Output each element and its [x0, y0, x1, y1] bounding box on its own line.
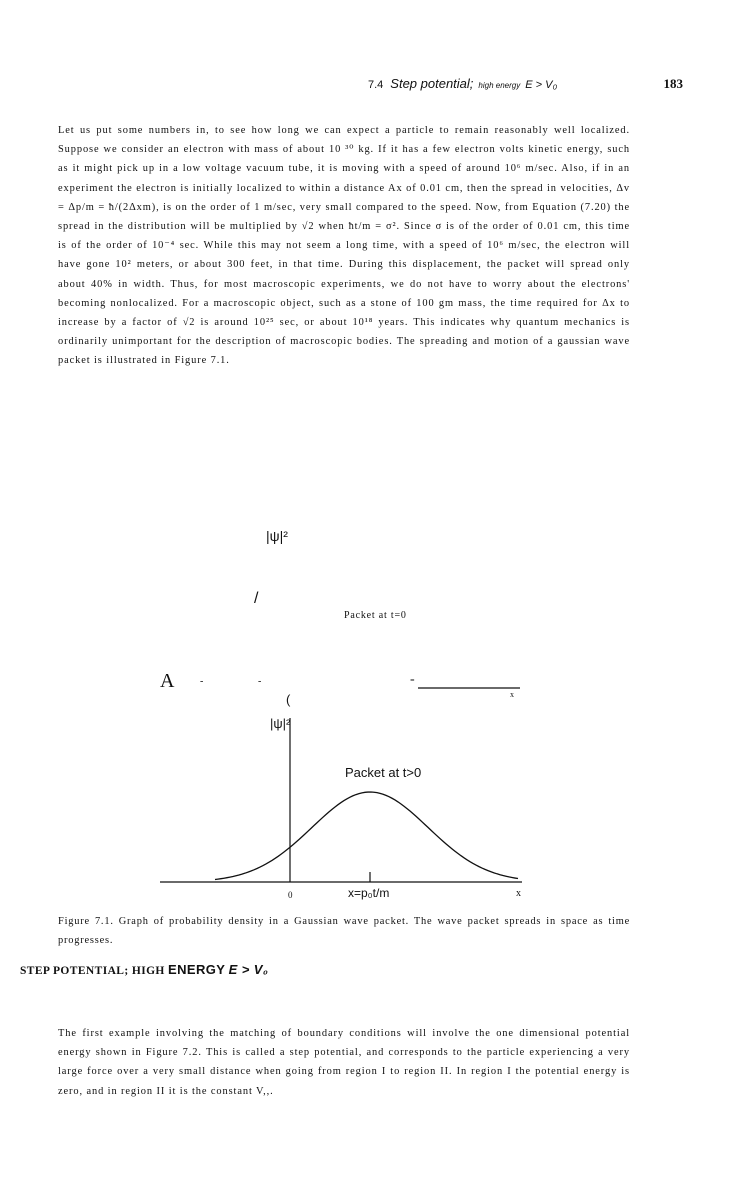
body-paragraph-2 [58, 1024, 630, 1101]
section-heading-condition: E > V₀ [228, 962, 269, 977]
section-subtitle: high energy [478, 81, 521, 90]
top-A-label: A [160, 670, 175, 692]
section-heading-prefix: STEP POTENTIAL; HIGH [20, 965, 165, 977]
top-x-label: x [510, 690, 514, 699]
top-dash-1: - [200, 676, 204, 687]
section-number: 7.4 [368, 79, 384, 91]
paragraph-text: The first example involving the matching of boundary conditions will involve the one dimensional potential energy shown in Figure 7.2. This is called a step potential, and corresponds to the particle experiencing a very large force over a very small distance when going from region I to region II. In region I the potential energy is zero, and in region II it is the constant V,,. [58, 1028, 630, 1097]
figure-7-1 [0, 520, 750, 910]
section-heading [20, 962, 268, 977]
bottom-packet-label: Packet at t>0 [345, 765, 422, 780]
top-paren: ( [286, 692, 291, 707]
top-ylabel: |ψ|² [266, 528, 288, 544]
top-dash-3: - [410, 672, 415, 687]
running-header [368, 76, 683, 96]
x-axis-label: x [516, 888, 521, 899]
top-dash-2: - [258, 676, 262, 687]
section-title: Step potential; [390, 76, 474, 91]
figure-caption: Figure 7.1. Graph of probability density in a Gaussian wave packet. The wave packet spreads in space as time progresses. [58, 916, 630, 946]
section-heading-energy: ENERGY [168, 962, 226, 977]
gaussian-graph [0, 520, 750, 910]
bottom-ylabel: |ψ|² [270, 716, 291, 731]
origin-label: 0 [288, 890, 293, 900]
body-paragraph-1 [58, 121, 630, 371]
peak-label: x=p₀t/m [348, 886, 390, 900]
top-slash: / [254, 590, 259, 607]
gaussian-curve [215, 792, 518, 879]
section-condition: E > V₀ [525, 79, 558, 91]
top-packet-label: Packet at t=0 [344, 610, 407, 621]
page-number: 183 [663, 76, 683, 91]
paragraph-text: Let us put some numbers in, to see how long we can expect a particle to remain reasonably well localized. Suppose we consider an electron with mass of about 10 ³⁰ kg. If it has a few electron volts kinetic energy, such as it might pick up in a low voltage vacuum tube, it is moving with a speed of around 10⁶ m/sec. Also, if in an experiment the electron is initially localized to within a distance Ax of 0.01 cm, then the spread in velocities, Δv = Δp/m = ħ/(2Δxm), is on the order of 1 m/sec, very small compared to the speed. Now, from Equation (7.20) the spread in the distribution will be multiplied by √2 when ħt/m = σ². Since σ is of the order of 0.01 cm, this time is of the order of 10⁻⁴ sec. While this may not seem a long time, with a speed of 10⁶ m/sec, the electron will have gone 10² meters, or about 300 feet, in that time. During this displacement, the packet will spread only about 40% in width. Thus, for most macroscopic experiments, we do not have to worry about the electrons' becoming nonlocalized. For a macroscopic object, such as a stone of 100 gm mass, the time required for Δx to increase by a factor of √2 is around 10²⁵ sec, or about 10¹⁸ years. This indicates why quantum mechanics is ordinarily unimportant for the description of macroscopic bodies. The spreading and motion of a gaussian wave packet is illustrated in Figure 7.1. [58, 125, 630, 367]
